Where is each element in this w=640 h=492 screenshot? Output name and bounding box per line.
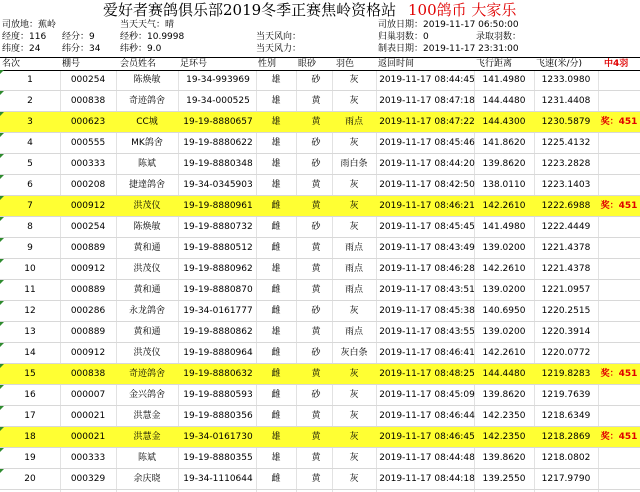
speed-cell: 1223.1403: [541, 180, 591, 190]
color-cell: 雨点: [344, 243, 363, 253]
ring-cell: 000838: [70, 96, 106, 106]
distance-cell: 139.0200: [482, 285, 526, 295]
speed-cell: 1221.0957: [541, 285, 591, 295]
distance-cell: 144.4480: [482, 96, 526, 106]
owner-cell: 陈斌: [137, 159, 156, 169]
ring-cell: 000555: [70, 138, 106, 148]
results-table: [0, 70, 640, 490]
table-row: [0, 364, 640, 385]
color-cell: 灰: [349, 138, 359, 148]
sex-cell: 雌: [271, 201, 281, 211]
distance-cell: 142.2610: [482, 348, 526, 358]
rank-cell: 14: [24, 348, 36, 358]
color-cell: 雨点: [344, 327, 363, 337]
return-time-cell: 2019-11-17 08:46:44: [379, 411, 475, 421]
info-row-1: [0, 20, 640, 30]
color-cell: 灰: [349, 474, 359, 484]
foot-ring-cell: 19-19-8880593: [183, 390, 253, 400]
table-row: [0, 301, 640, 322]
return-time-cell: 2019-11-17 08:43:51: [379, 285, 475, 295]
rank-cell: 5: [27, 159, 33, 169]
distance-cell: 142.2610: [482, 264, 526, 274]
sex-cell: 雄: [271, 432, 281, 442]
speed-cell: 1220.0772: [541, 348, 591, 358]
header-return-time: 返回时间: [378, 59, 415, 69]
rank-cell: 2: [27, 96, 33, 106]
prize-cell: 奖：451: [600, 432, 638, 442]
prize-cell: [598, 343, 640, 364]
ring-cell: 000912: [70, 264, 106, 274]
return-time-cell: 2019-11-17 08:45:09: [379, 390, 475, 400]
return-time-cell: 2019-11-17 08:46:41: [379, 348, 475, 358]
color-cell: 灰: [349, 75, 359, 85]
return-time-cell: 2019-11-17 08:46:21: [379, 201, 475, 211]
eye-cell: 黄: [311, 117, 321, 127]
eye-cell: 黄: [311, 180, 321, 190]
owner-cell: 捷達鸽舍: [128, 180, 165, 190]
foot-ring-cell: 19-19-8880348: [183, 159, 253, 169]
table-row: [0, 322, 640, 343]
sex-cell: 雄: [271, 117, 281, 127]
title-prize-pool: 100鸽币 大家乐: [408, 1, 517, 19]
table-row: [0, 133, 640, 154]
foot-ring-cell: 19-19-8880512: [183, 243, 253, 253]
sex-cell: 雄: [271, 96, 281, 106]
latitude-min: 纬分：34: [62, 44, 101, 54]
distance-cell: 144.4480: [482, 369, 526, 379]
table-row: [0, 196, 640, 217]
eye-cell: 砂: [311, 390, 321, 400]
eye-cell: 砂: [311, 222, 321, 232]
distance-cell: 138.0110: [482, 180, 526, 190]
rank-cell: 16: [24, 390, 36, 400]
eye-cell: 黄: [311, 96, 321, 106]
header-rank: 名次: [2, 59, 21, 69]
ring-cell: 000333: [70, 453, 106, 463]
header-sex: 性别: [258, 59, 277, 69]
longitude-min: 经分：9: [62, 32, 95, 42]
foot-ring-cell: 19-19-8880622: [183, 138, 253, 148]
sex-cell: 雌: [271, 411, 281, 421]
owner-cell: MK鸽舍: [131, 138, 163, 148]
ring-cell: 000889: [70, 285, 106, 295]
rank-cell: 19: [24, 453, 36, 463]
longitude-sec: 经秒：10.9998: [120, 32, 185, 42]
prize-cell: [598, 469, 640, 490]
ring-cell: 000254: [70, 75, 106, 85]
table-row: [0, 154, 640, 175]
rank-cell: 3: [27, 117, 33, 127]
speed-cell: 1225.4132: [541, 138, 591, 148]
table-row: [0, 70, 640, 91]
rank-cell: 18: [24, 432, 36, 442]
owner-cell: 洪慧金: [133, 432, 161, 442]
distance-cell: 142.2610: [482, 201, 526, 211]
rank-cell: 4: [27, 138, 33, 148]
return-time-cell: 2019-11-17 08:44:45: [379, 75, 475, 85]
speed-cell: 1223.2828: [541, 159, 591, 169]
foot-ring-cell: 19-34-0161777: [183, 306, 253, 316]
table-header: [0, 57, 640, 71]
foot-ring-cell: 19-19-8880355: [183, 453, 253, 463]
info-row-3: [0, 44, 640, 54]
rank-cell: 7: [27, 201, 33, 211]
release-date: 司放日期：2019-11-17 06:50:00: [378, 20, 519, 30]
foot-ring-cell: 19-19-8880862: [183, 327, 253, 337]
ring-cell: 000889: [70, 327, 106, 337]
sex-cell: 雄: [271, 264, 281, 274]
speed-cell: 1218.2869: [541, 432, 591, 442]
return-time-cell: 2019-11-17 08:47:18: [379, 96, 475, 106]
latitude-deg: 纬度：24: [2, 44, 41, 54]
return-time-cell: 2019-11-17 08:48:25: [379, 369, 475, 379]
owner-cell: 陈斌: [137, 453, 156, 463]
eye-cell: 黄: [311, 453, 321, 463]
foot-ring-cell: 19-19-8880732: [183, 222, 253, 232]
prize-cell: [598, 301, 640, 322]
table-row: [0, 112, 640, 133]
color-cell: 灰白条: [340, 348, 368, 358]
color-cell: 灰: [349, 432, 359, 442]
prize-cell: 奖：451: [600, 201, 638, 211]
owner-cell: 陈焕敏: [133, 75, 161, 85]
prize-cell: [598, 238, 640, 259]
owner-cell: 余庆晓: [133, 474, 161, 484]
rank-cell: 10: [24, 264, 36, 274]
distance-cell: 141.4980: [482, 222, 526, 232]
eye-cell: 黄: [311, 474, 321, 484]
distance-cell: 139.2550: [482, 474, 526, 484]
header-distance: 飞行距离: [476, 59, 513, 69]
header-ring: 棚号: [62, 59, 81, 69]
return-time-cell: 2019-11-17 08:45:45: [379, 222, 475, 232]
rank-cell: 11: [24, 285, 36, 295]
prize-cell: [598, 259, 640, 280]
table-row: [0, 280, 640, 301]
owner-cell: 洪慧金: [133, 411, 161, 421]
distance-cell: 139.0200: [482, 243, 526, 253]
header-foot-ring: 足环号: [180, 59, 208, 69]
foot-ring-cell: 19-19-8880356: [183, 411, 253, 421]
header-color: 羽色: [336, 59, 355, 69]
distance-cell: 142.2350: [482, 411, 526, 421]
longitude-deg: 经度：116: [2, 32, 47, 42]
return-time-cell: 2019-11-17 08:44:18: [379, 474, 475, 484]
foot-ring-cell: 19-34-0161730: [183, 432, 253, 442]
distance-cell: 139.8620: [482, 159, 526, 169]
owner-cell: 洪茂仪: [133, 201, 161, 211]
color-cell: 灰: [349, 453, 359, 463]
color-cell: 雨点: [344, 117, 363, 127]
return-time-cell: 2019-11-17 08:44:20: [379, 159, 475, 169]
owner-cell: 奇迹鸽舍: [128, 96, 165, 106]
speed-cell: 1231.4408: [541, 96, 591, 106]
return-time-cell: 2019-11-17 08:42:50: [379, 180, 475, 190]
eye-cell: 黄: [311, 411, 321, 421]
speed-cell: 1218.0802: [541, 453, 591, 463]
owner-cell: 金兴鸽舍: [128, 390, 165, 400]
foot-ring-cell: 19-34-1110644: [183, 474, 253, 484]
ring-cell: 000208: [70, 180, 106, 190]
table-row: [0, 448, 640, 469]
eye-cell: 砂: [311, 348, 321, 358]
return-time-cell: 2019-11-17 08:43:55: [379, 327, 475, 337]
latitude-sec: 纬秒：9.0: [120, 44, 162, 54]
sex-cell: 雌: [271, 369, 281, 379]
table-row: [0, 343, 640, 364]
ring-cell: 000254: [70, 222, 106, 232]
color-cell: 灰: [349, 180, 359, 190]
ring-cell: 000021: [70, 411, 106, 421]
distance-cell: 139.0200: [482, 327, 526, 337]
rank-cell: 1: [27, 75, 33, 85]
prize-cell: [598, 448, 640, 469]
header-speed: 飞速(米/分): [536, 59, 583, 69]
prize-cell: [598, 217, 640, 238]
wind-force: 当天风力：: [256, 44, 302, 54]
sex-cell: 雄: [271, 180, 281, 190]
speed-cell: 1222.6988: [541, 201, 591, 211]
ring-cell: 000329: [70, 474, 106, 484]
color-cell: 灰: [349, 369, 359, 379]
sex-cell: 雄: [271, 453, 281, 463]
foot-ring-cell: 19-19-8880657: [183, 117, 253, 127]
owner-cell: 黄和通: [133, 285, 161, 295]
speed-cell: 1221.4378: [541, 243, 591, 253]
speed-cell: 1219.7639: [541, 390, 591, 400]
color-cell: 灰: [349, 306, 359, 316]
eye-cell: 黄: [311, 327, 321, 337]
owner-cell: CC城: [136, 117, 158, 127]
prize-cell: [598, 280, 640, 301]
ring-cell: 000021: [70, 432, 106, 442]
return-count: 归巢羽数：0: [378, 32, 429, 42]
sex-cell: 雄: [271, 327, 281, 337]
table-row: [0, 175, 640, 196]
return-time-cell: 2019-11-17 08:44:48: [379, 453, 475, 463]
report-date: 制表日期：2019-11-17 23:31:00: [378, 44, 519, 54]
color-cell: 灰: [349, 222, 359, 232]
speed-cell: 1233.0980: [541, 75, 591, 85]
foot-ring-cell: 19-19-8880962: [183, 264, 253, 274]
eye-cell: 砂: [311, 159, 321, 169]
color-cell: 雨白条: [340, 159, 368, 169]
return-time-cell: 2019-11-17 08:45:38: [379, 306, 475, 316]
return-time-cell: 2019-11-17 08:46:45: [379, 432, 475, 442]
owner-cell: 奇迹鸽舍: [128, 369, 165, 379]
ring-cell: 000007: [70, 390, 106, 400]
color-cell: 灰: [349, 411, 359, 421]
distance-cell: 139.8620: [482, 390, 526, 400]
prize-cell: [598, 322, 640, 343]
rank-cell: 13: [24, 327, 36, 337]
speed-cell: 1220.2515: [541, 306, 591, 316]
speed-cell: 1219.8283: [541, 369, 591, 379]
prize-cell: [598, 154, 640, 175]
owner-cell: 黄和通: [133, 327, 161, 337]
speed-cell: 1217.9790: [541, 474, 591, 484]
color-cell: 灰: [349, 201, 359, 211]
prize-cell: [598, 406, 640, 427]
ring-cell: 000623: [70, 117, 106, 127]
distance-cell: 141.8620: [482, 138, 526, 148]
prize-cell: [598, 91, 640, 112]
sex-cell: 雌: [271, 474, 281, 484]
rank-cell: 6: [27, 180, 33, 190]
speed-cell: 1222.4449: [541, 222, 591, 232]
speed-cell: 1221.4378: [541, 264, 591, 274]
foot-ring-cell: 19-19-8880961: [183, 201, 253, 211]
header-note: 中4羽: [604, 59, 629, 69]
ring-cell: 000889: [70, 243, 106, 253]
prize-cell: [598, 175, 640, 196]
rank-cell: 8: [27, 222, 33, 232]
sex-cell: 雄: [271, 159, 281, 169]
sex-cell: 雌: [271, 285, 281, 295]
eye-cell: 黄: [311, 369, 321, 379]
title-main: 爱好者赛鸽俱乐部2019冬季正赛焦岭资格站: [103, 1, 397, 19]
distance-cell: 140.6950: [482, 306, 526, 316]
table-row: [0, 238, 640, 259]
header-owner: 会员姓名: [120, 59, 157, 69]
eye-cell: 黄: [311, 432, 321, 442]
table-row: [0, 406, 640, 427]
release-place: 司放地：蕉岭: [2, 20, 57, 30]
prize-cell: 奖：451: [600, 117, 638, 127]
foot-ring-cell: 19-34-993969: [186, 75, 250, 85]
table-row: [0, 91, 640, 112]
color-cell: 灰: [349, 96, 359, 106]
prize-cell: [598, 385, 640, 406]
return-time-cell: 2019-11-17 08:45:46: [379, 138, 475, 148]
wind-direction: 当天风向：: [256, 32, 302, 42]
rank-cell: 17: [24, 411, 36, 421]
foot-ring-cell: 19-34-0345903: [183, 180, 253, 190]
table-row: [0, 427, 640, 448]
ring-cell: 000286: [70, 306, 106, 316]
foot-ring-cell: 19-34-000525: [186, 96, 250, 106]
ring-cell: 000912: [70, 201, 106, 211]
foot-ring-cell: 19-19-8880964: [183, 348, 253, 358]
eye-cell: 黄: [311, 201, 321, 211]
return-time-cell: 2019-11-17 08:47:22: [379, 117, 475, 127]
rank-cell: 20: [24, 474, 36, 484]
prize-cell: 奖：451: [600, 369, 638, 379]
rank-cell: 15: [24, 369, 36, 379]
eye-cell: 砂: [311, 138, 321, 148]
return-time-cell: 2019-11-17 08:46:28: [379, 264, 475, 274]
owner-cell: 洪茂仪: [133, 348, 161, 358]
header-eye: 眼砂: [298, 59, 317, 69]
sex-cell: 雄: [271, 75, 281, 85]
ring-cell: 000912: [70, 348, 106, 358]
color-cell: 雨点: [344, 264, 363, 274]
prize-cell: [598, 133, 640, 154]
distance-cell: 139.8620: [482, 453, 526, 463]
owner-cell: 洪茂仪: [133, 264, 161, 274]
rank-cell: 12: [24, 306, 36, 316]
eye-cell: 砂: [311, 75, 321, 85]
speed-cell: 1220.3914: [541, 327, 591, 337]
page-title: [0, 0, 640, 19]
speed-cell: 1230.5879: [541, 117, 591, 127]
color-cell: 雨点: [344, 285, 363, 295]
sex-cell: 雌: [271, 390, 281, 400]
owner-cell: 永龙鸽舍: [128, 306, 165, 316]
sex-cell: 雌: [271, 306, 281, 316]
distance-cell: 141.4980: [482, 75, 526, 85]
ring-cell: 000333: [70, 159, 106, 169]
table-row: [0, 259, 640, 280]
return-time-cell: 2019-11-17 08:43:49: [379, 243, 475, 253]
speed-cell: 1218.6349: [541, 411, 591, 421]
distance-cell: 142.2350: [482, 432, 526, 442]
eye-cell: 砂: [311, 306, 321, 316]
sex-cell: 雌: [271, 243, 281, 253]
foot-ring-cell: 19-19-8880632: [183, 369, 253, 379]
weather: 当天天气：晴: [120, 20, 175, 30]
table-row: [0, 217, 640, 238]
sex-cell: 雌: [271, 222, 281, 232]
owner-cell: 黄和通: [133, 243, 161, 253]
accepted-count: 录取羽数：: [476, 32, 522, 42]
table-row: [0, 385, 640, 406]
info-row-2: [0, 32, 640, 42]
table-row: [0, 469, 640, 490]
prize-cell: [598, 70, 640, 91]
eye-cell: 黄: [311, 264, 321, 274]
distance-cell: 144.4300: [482, 117, 526, 127]
rank-cell: 9: [27, 243, 33, 253]
eye-cell: 黄: [311, 285, 321, 295]
ring-cell: 000838: [70, 369, 106, 379]
color-cell: 灰: [349, 390, 359, 400]
sex-cell: 雌: [271, 348, 281, 358]
owner-cell: 陈焕敏: [133, 222, 161, 232]
sex-cell: 雄: [271, 138, 281, 148]
foot-ring-cell: 19-19-8880870: [183, 285, 253, 295]
eye-cell: 黄: [311, 243, 321, 253]
